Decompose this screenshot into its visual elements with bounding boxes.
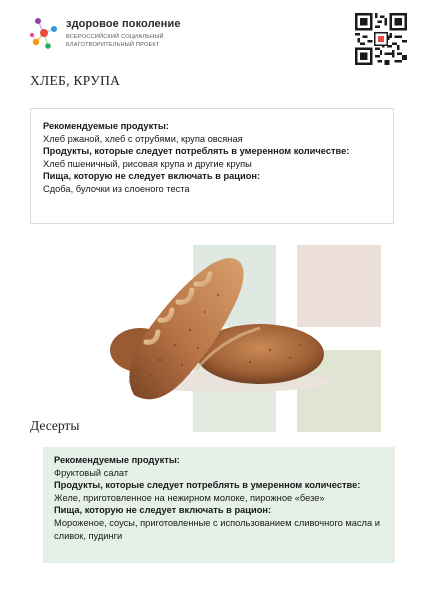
excluded-text: Сдоба, булочки из слоеного теста xyxy=(43,183,190,194)
logo-title: здоровое поколение xyxy=(66,18,181,30)
excluded-heading: Пища, которую не следует включать в рацион: xyxy=(54,505,272,516)
moderate-heading: Продукты, которые следует потреблять в умеренном количестве: xyxy=(54,480,361,491)
logo-subtitle-line2: БЛАГОТВОРИТЕЛЬНЫЙ ПРОЕКТ xyxy=(66,42,160,48)
recommended-text: Хлеб ржаной, хлеб с отрубями, крупа овсяная xyxy=(43,133,243,144)
moderate-text: Желе, приготовленное на нежирном молоке, пирожное «безе» xyxy=(54,492,325,503)
section-title-bread: ХЛЕБ, КРУПА xyxy=(30,73,121,88)
moderate-heading: Продукты, которые следует потреблять в умеренном количестве: xyxy=(43,146,350,157)
excluded-text: Мороженое, соусы, приготовленные с использованием сливочного масла и сливок, пудинги xyxy=(54,517,380,541)
logo-subtitle-line1: ВСЕРОССИЙСКИЙ СОЦИАЛЬНЫЙ xyxy=(66,34,164,40)
recommended-heading: Рекомендуемые продукты: xyxy=(54,455,180,465)
bread-recommendations-box xyxy=(30,108,394,224)
excluded-heading: Пища, которую не следует включать в рацион: xyxy=(43,171,261,182)
desserts-recommendations-box xyxy=(43,447,395,563)
section-title-desserts: Десерты xyxy=(30,418,80,433)
project-logo xyxy=(30,15,190,55)
molecule-logo-icon xyxy=(30,15,58,51)
moderate-text: Хлеб пшеничный, рисовая крупа и другие крупы xyxy=(43,158,252,169)
recommended-text: Фруктовый салат xyxy=(54,467,129,478)
bread-loaves-image xyxy=(100,250,332,420)
qr-code-icon[interactable] xyxy=(355,13,407,65)
recommended-heading: Рекомендуемые продукты: xyxy=(43,121,169,131)
